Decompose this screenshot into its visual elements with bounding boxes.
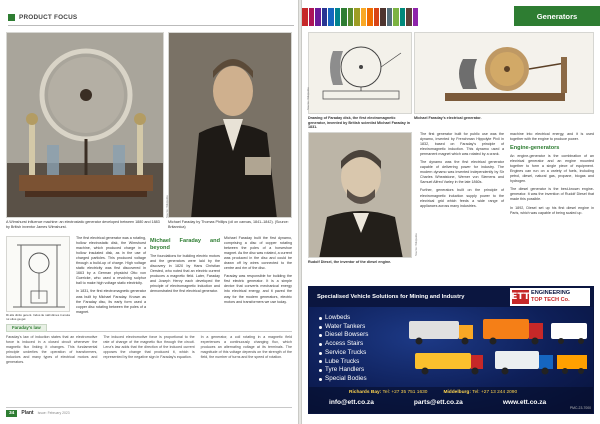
machine-caption: A Wimshurst influence machine: an electrostatic generator developed between 1880 and 1883 by British inventor James Wimshurst. xyxy=(6,220,160,229)
sidebar-body xyxy=(6,335,292,407)
generator-caption: Michael Faraday's electrical generator. xyxy=(414,116,482,120)
index-tab xyxy=(341,8,347,26)
ad-product-item: Water Tankers xyxy=(319,323,368,332)
article-column-4 xyxy=(510,132,594,219)
index-tab xyxy=(374,8,380,26)
ad-code: PMC-23-7000 xyxy=(569,406,591,410)
website-link[interactable]: www.ett.co.za xyxy=(502,399,547,406)
index-tab xyxy=(315,8,321,26)
col4-paragraph: machine into electrical energy, and it is used together with the engine to produce power. xyxy=(510,132,594,142)
ad-emails xyxy=(329,399,546,406)
bullet-icon xyxy=(319,326,322,329)
index-tab xyxy=(413,8,419,26)
col3-paragraph: Further, generators built on the principle of electromagnetic induction supply power to the electrical grid which feeds a wide range of appliances across many industries. xyxy=(420,188,504,208)
drawing-caption: Drawing of Faraday disk, the first electromagnetic generator, invented by British scientist Michael Faraday in 1831. xyxy=(308,116,411,130)
col2-paragraph: Faraday was responsible for building the first electric generator. It is a simple device that converts mechanical energy into electrical energy, and it paved the way for the modern generators, electric motors and transformers we use today. xyxy=(224,274,292,304)
hoist-caption: Ri alis dinilo gerent. Indus ile nalli dimes ti anuta rui olius ga gel. xyxy=(6,313,70,321)
faraday-disk-drawing xyxy=(308,32,412,114)
index-tab xyxy=(393,8,399,26)
faraday-caption: Michael Faraday by Thomas Phillips (oil on canvas, 1841–1842). (Source: Britannica) xyxy=(168,220,289,229)
section-header xyxy=(8,12,294,23)
sidebar-tag: Faraday's law xyxy=(6,324,47,332)
ett-logo-mark: ETT xyxy=(511,292,530,302)
ad-product-item: Lowbeds xyxy=(319,314,368,323)
bullet-icon xyxy=(319,360,322,363)
sidebar-column: In a generator, a coil rotating in a magnetic field experiences a continuously changing flux, which produces an alternating voltage at its terminals. The magnitude of this voltage depends on the strength of the field, the number of turns and the speed of rotation. xyxy=(200,335,292,360)
right-page xyxy=(302,0,600,424)
section-tab: Generators xyxy=(514,6,600,26)
col2-paragraph: Michael Faraday built the first dynamo, comprising a disc of copper rotating between the poles of a horseshoe magnet. As the disc was rotated, a current was produced in the disc and could be drawn off by wires connected to the centre and rim of the disc. xyxy=(224,236,292,271)
ad-phones xyxy=(349,390,517,395)
drawing-credit: Source: Wikipedia xyxy=(306,87,310,110)
page-footer xyxy=(6,407,292,418)
magazine-issue: Issue: February 2023 xyxy=(37,411,70,415)
phone-middelburg[interactable]: Middelburg: Tel: +27 13 244 2090 xyxy=(443,390,518,395)
logo-line-2: TOP TECH Co. xyxy=(531,297,570,303)
wimshurst-machine-photo xyxy=(6,32,164,218)
bullet-icon xyxy=(319,343,322,346)
ad-product-item: Tyre Handlers xyxy=(319,366,368,375)
ad-headline: Specialised Vehicle Solutions for Mining and Industry xyxy=(317,294,465,300)
colour-tab-strip xyxy=(302,8,418,26)
article-column-3 xyxy=(420,132,504,212)
col4-paragraph: An engine-generator is the combination of an electrical generator and an engine mounted together to form a single piece of equipment. Engines can run on a variety of fuels, including petrol, diesel, natural gas, propane, biogas and hydrogen. xyxy=(510,154,594,184)
section-marker-icon xyxy=(8,14,15,21)
index-tab xyxy=(406,8,412,26)
section-label: PRODUCT FOCUS xyxy=(19,14,78,21)
ad-product-item: Service Trucks xyxy=(319,349,368,358)
page-number: 34 xyxy=(6,410,17,417)
ett-advertisement[interactable] xyxy=(308,286,594,414)
ett-logo xyxy=(510,288,590,306)
diesel-credit: Source: Wikipedia xyxy=(414,233,418,256)
index-tab xyxy=(348,8,354,26)
index-tab xyxy=(322,8,328,26)
sidebar-column: The induced electromotive force is proportional to the rate of change of the magnetic flux through the circuit. Lenz's law adds that the direction of the induced current opposes the change that produced it, which is represented by the negative sign in Faraday's equation. xyxy=(103,335,195,360)
faraday-portrait-photo xyxy=(168,32,292,218)
email-parts[interactable]: parts@ett.co.za xyxy=(413,399,463,406)
ad-vehicles-image xyxy=(405,313,591,383)
email-info[interactable]: info@ett.co.za xyxy=(329,399,374,406)
bullet-icon xyxy=(319,378,322,381)
index-tab xyxy=(400,8,406,26)
article-column-2 xyxy=(224,236,292,308)
index-tab xyxy=(367,8,373,26)
index-tab xyxy=(335,8,341,26)
ad-product-item: Diesel Bowsers xyxy=(319,331,368,340)
col4-paragraph: In 1892, Diesel set up his first diesel engine in Paris, which was capable of being scaled up. xyxy=(510,205,594,215)
bullet-icon xyxy=(319,352,322,355)
index-tab xyxy=(309,8,315,26)
section-subheading: Engine-generators xyxy=(510,145,560,152)
col1-paragraph: The first electrical generator was a rotating, hollow electrostatic disk, the Wimshurst machine, which produced charge in a hollow insulated disk, as in the use of charged particles. This produced voltage through a build-up of charge. High voltage static electricity was first discovered in 1663 by a German physicist Otto von Guericke, who used a revolving sulphur ball to make high voltage static electricity. xyxy=(76,236,146,286)
diesel-caption: Rudolf Diesel, the inventor of the diesel engine. xyxy=(308,260,392,264)
rudolf-diesel-photo xyxy=(308,132,412,258)
faraday-generator-photo xyxy=(414,32,594,114)
article-column-1 xyxy=(76,236,146,318)
magazine-name: Plant xyxy=(21,410,34,416)
index-tab xyxy=(302,8,308,26)
section-subheading: Michael Faraday and beyond xyxy=(150,238,220,251)
col3-paragraph: The first generator built for public use was the dynamo, invented by Frenchman Hippolyte Pixii in 1832, based on Faraday's principle of electromagnetic induction. This dynamo used a permanent magnet which was rotated by a crank. xyxy=(420,132,504,157)
header-rule xyxy=(8,25,294,26)
ad-product-item: Access Stairs xyxy=(319,340,368,349)
bullet-icon xyxy=(319,334,322,337)
ad-product-item: Lube Trucks xyxy=(319,358,368,367)
faraday-credit: Source: Wikipedia xyxy=(165,195,169,218)
sidebar-header xyxy=(6,324,292,332)
index-tab xyxy=(387,8,393,26)
bullet-icon xyxy=(319,317,322,320)
article-column-1b xyxy=(150,236,220,297)
col1-paragraph: In 1831, the first electromagnetic generator was built by Michael Faraday. Known as the Faraday disc, its early form used a copper disc rotating between the poles of a magnet. xyxy=(76,289,146,314)
hoist-sketch-image xyxy=(6,236,70,312)
ad-product-item: Special Bodies xyxy=(319,375,368,384)
col1-paragraph: The foundations for building electric motors and the generators were laid by the discovery in 1820 by Hans Christian Oersted, who noted that an electric current produces a magnetic field. Later, Faraday and Joseph Henry each developed the principle of electromagnetic induction and demonstrated the first electrical generator. xyxy=(150,254,220,294)
left-page xyxy=(0,0,298,424)
col4-paragraph: The diesel generator is the best-known engine-generator. It was the invention of Rudolf Diesel that made this possible. xyxy=(510,187,594,202)
index-tab xyxy=(328,8,334,26)
index-tab xyxy=(354,8,360,26)
col3-paragraph: The dynamo was the first electrical generator capable of delivering power for industry. The modern dynamo was invented independently by Sir Charles Wheatstone, Werner von Siemens and Samuel Alfred Varley in the late 1860s. xyxy=(420,160,504,185)
bullet-icon xyxy=(319,369,322,372)
index-tab xyxy=(380,8,386,26)
phone-richards-bay[interactable]: Richards Bay: Tel: +27 35 751 1630 xyxy=(349,390,428,395)
sidebar-column: Faraday's law of induction states that an electromotive force is induced in a closed circuit whenever the magnetic flux linking it changes. This fundamental principle underlies the operation of transformers, inductors and many types of electrical motors and generators. xyxy=(6,335,98,365)
index-tab xyxy=(361,8,367,26)
logo-line-1: ENGINEERING xyxy=(531,290,571,296)
ad-contact-bar xyxy=(309,387,594,413)
ad-product-list xyxy=(319,314,368,384)
